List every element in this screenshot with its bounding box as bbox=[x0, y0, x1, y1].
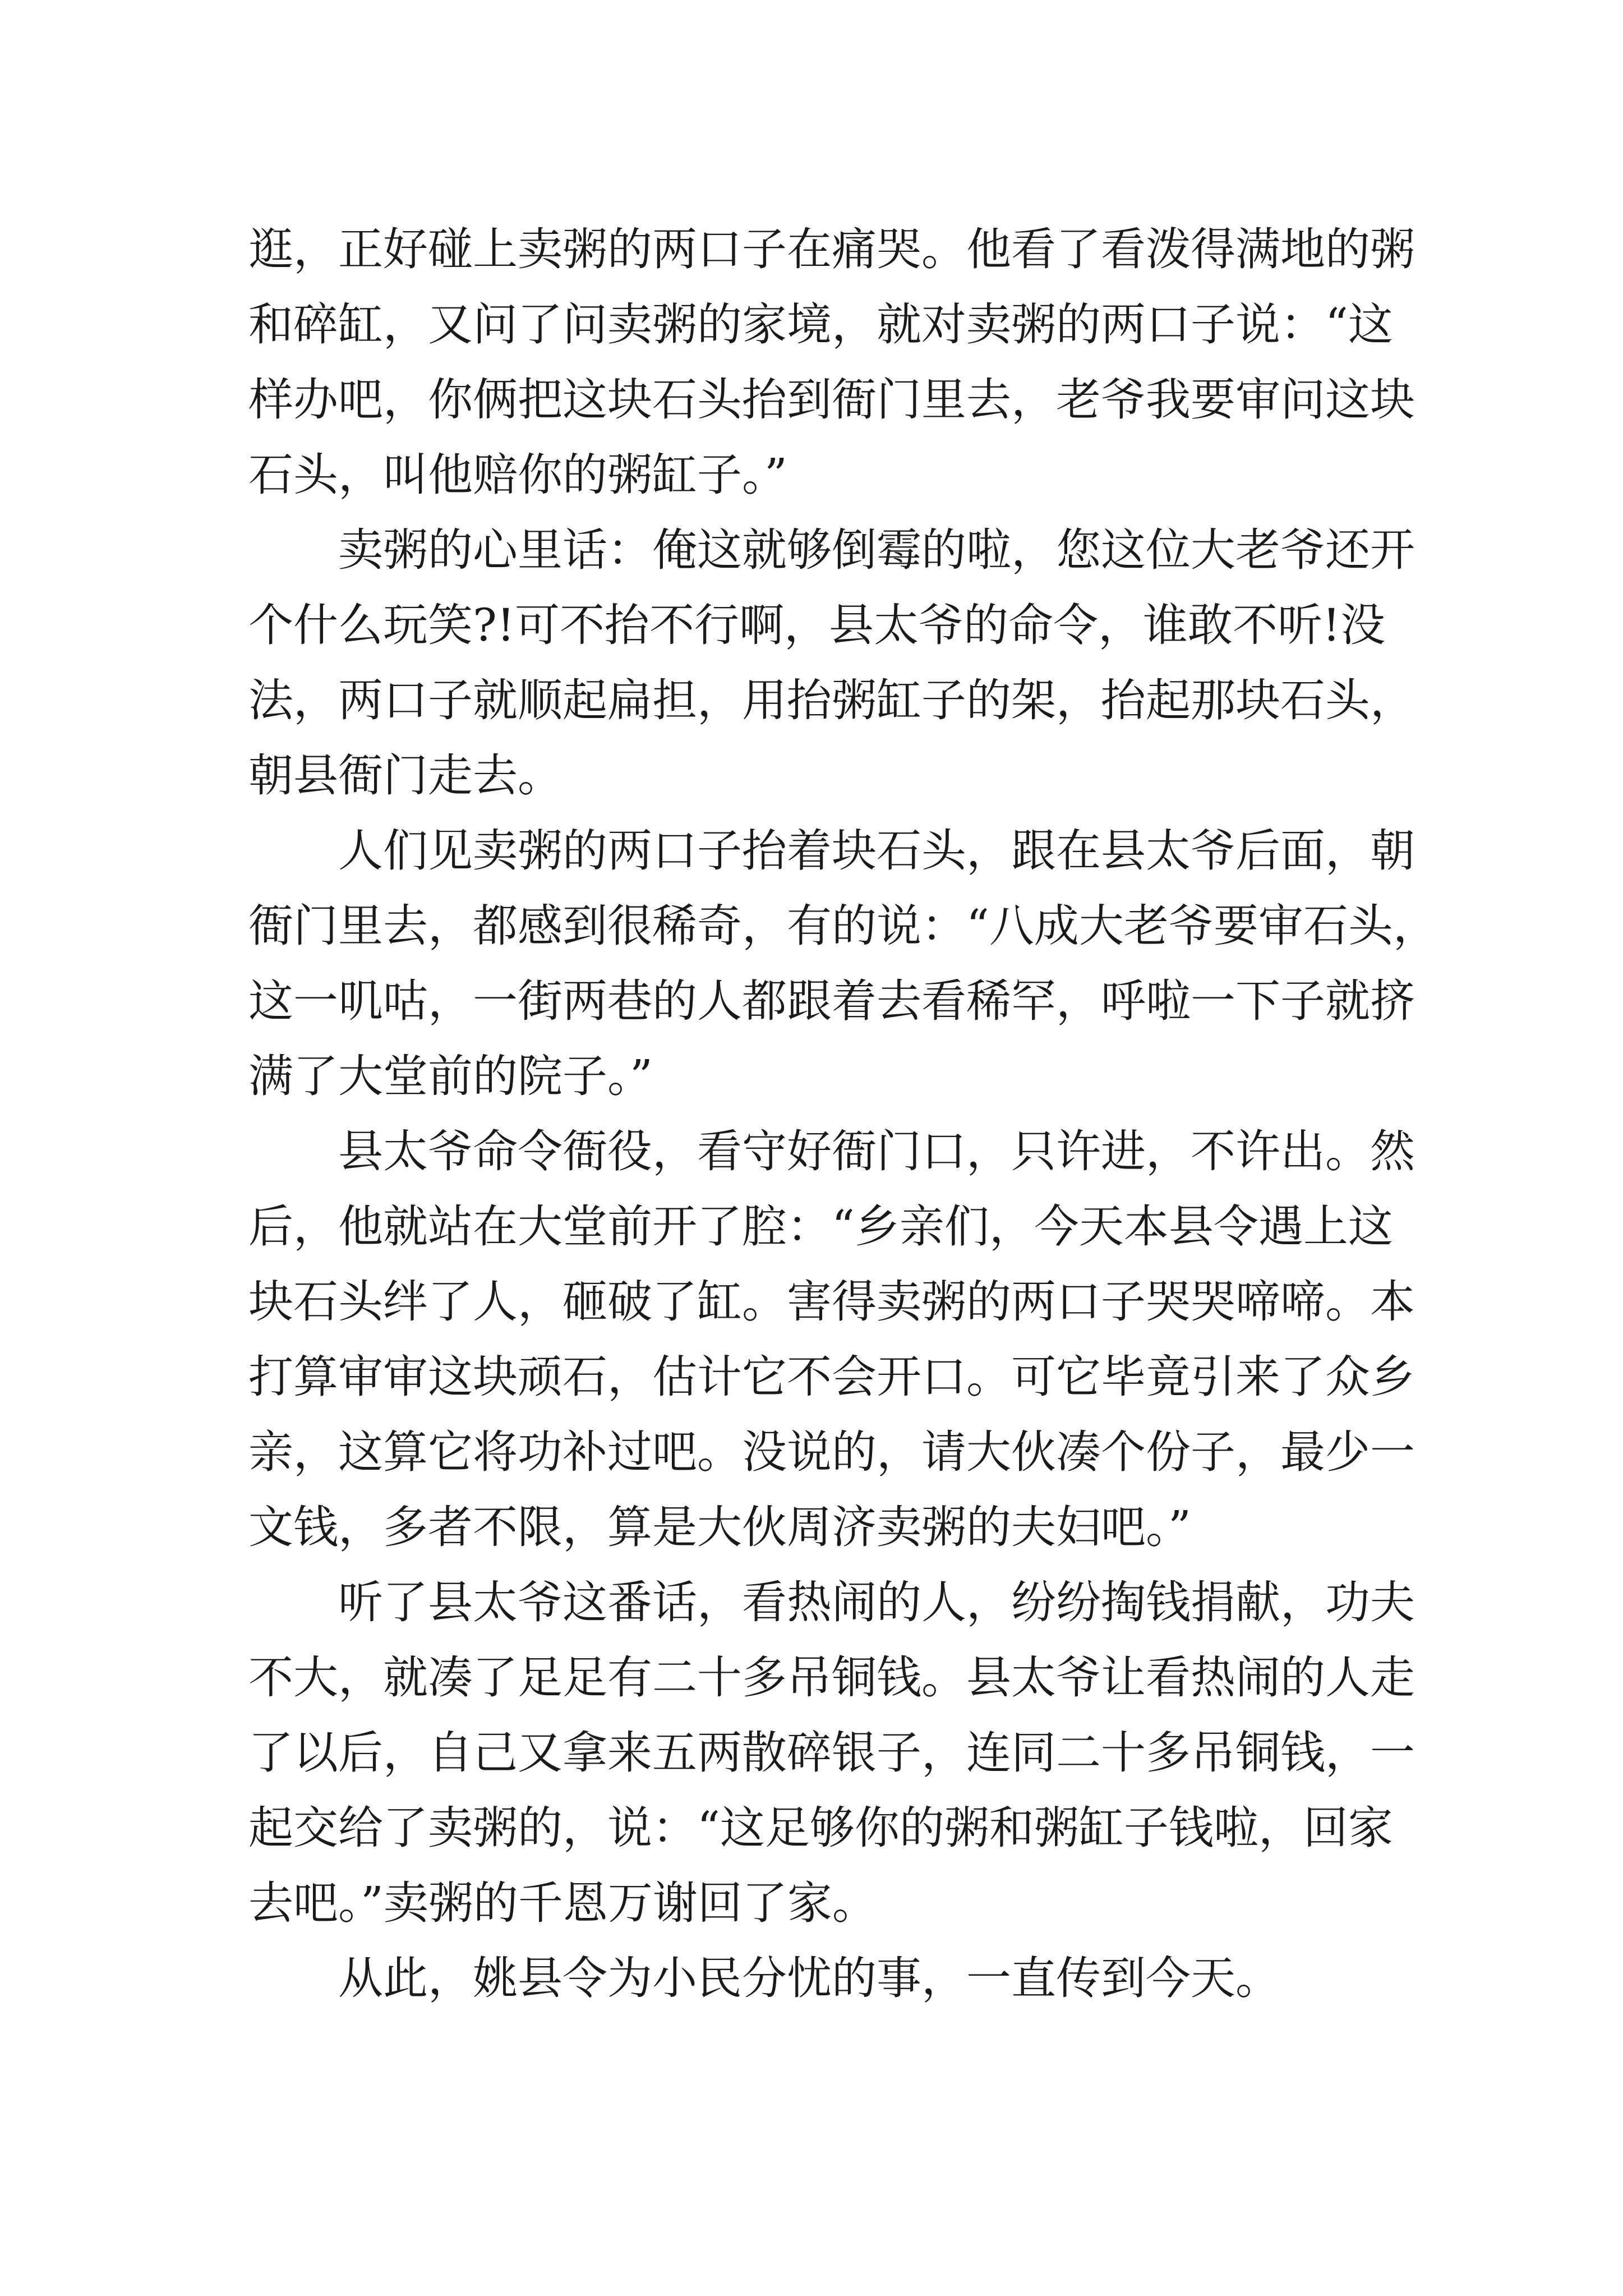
text-line: 法，两口子就顺起扁担，用抬粥缸子的架，抬起那块石头， bbox=[248, 674, 1415, 726]
text-line: 朝县衙门走去。 bbox=[248, 749, 562, 802]
text-line: 不大，就凑了足足有二十多吊铜钱。县太爷让看热闹的人走 bbox=[248, 1651, 1415, 1704]
text-line: 个什么玩笑?!可不抬不行啊，县太爷的命令，谁敢不听!没 bbox=[248, 599, 1386, 651]
text-line: 和碎缸，又问了问卖粥的家境，就对卖粥的两口子说：“这 bbox=[248, 298, 1393, 351]
text-line: 样办吧，你俩把这块石头抬到衙门里去，老爷我要审问这块 bbox=[248, 374, 1415, 426]
text-line: 块石头绊了人，砸破了缸。害得卖粥的两口子哭哭啼啼。本 bbox=[248, 1276, 1415, 1328]
paragraph-first-line: 人们见卖粥的两口子抬着块石头，跟在县太爷后面，朝 bbox=[338, 825, 1415, 877]
body-text bbox=[248, 212, 1438, 2016]
text-line: 打算审审这块顽石，估计它不会开口。可它毕竟引来了众乡 bbox=[248, 1351, 1415, 1403]
text-line: 起交给了卖粥的，说：“这足够你的粥和粥缸子钱啦，回家 bbox=[248, 1802, 1393, 1854]
text-line: 了以后，自己又拿来五两散碎银子，连同二十多吊铜钱，一 bbox=[248, 1727, 1415, 1779]
paragraph-first-line: 卖粥的心里话：俺这就够倒霉的啦，您这位大老爷还开 bbox=[338, 524, 1415, 576]
text-line: 亲，这算它将功补过吧。没说的，请大伙凑个份子，最少一 bbox=[248, 1426, 1415, 1478]
text-line: 文钱，多者不限，算是大伙周济卖粥的夫妇吧。” bbox=[248, 1501, 1191, 1553]
paragraph-first-line: 听了县太爷这番话，看热闹的人，纷纷掏钱捐献，功夫 bbox=[338, 1576, 1415, 1628]
text-line: 衙门里去，都感到很稀奇，有的说：“八成大老爷要审石头， bbox=[248, 900, 1438, 952]
text-line: 后，他就站在大堂前开了腔：“乡亲们，今天本县令遇上这 bbox=[248, 1200, 1393, 1253]
text-line: 逛，正好碰上卖粥的两口子在痛哭。他看了看泼得满地的粥 bbox=[248, 223, 1415, 275]
text-line: 满了大堂前的院子。” bbox=[248, 1050, 653, 1102]
text-line: 去吧。”卖粥的千恩万谢回了家。 bbox=[248, 1877, 877, 1929]
paragraph-first-line: 从此，姚县令为小民分忧的事，一直传到今天。 bbox=[338, 1952, 1280, 2004]
text-line: 石头，叫他赔你的粥缸子。” bbox=[248, 449, 787, 501]
text-line: 这一叽咕，一街两巷的人都跟着去看稀罕，呼啦一下子就挤 bbox=[248, 975, 1415, 1027]
paragraph-first-line: 县太爷命令衙役，看守好衙门口，只许进，不许出。然 bbox=[338, 1125, 1415, 1177]
